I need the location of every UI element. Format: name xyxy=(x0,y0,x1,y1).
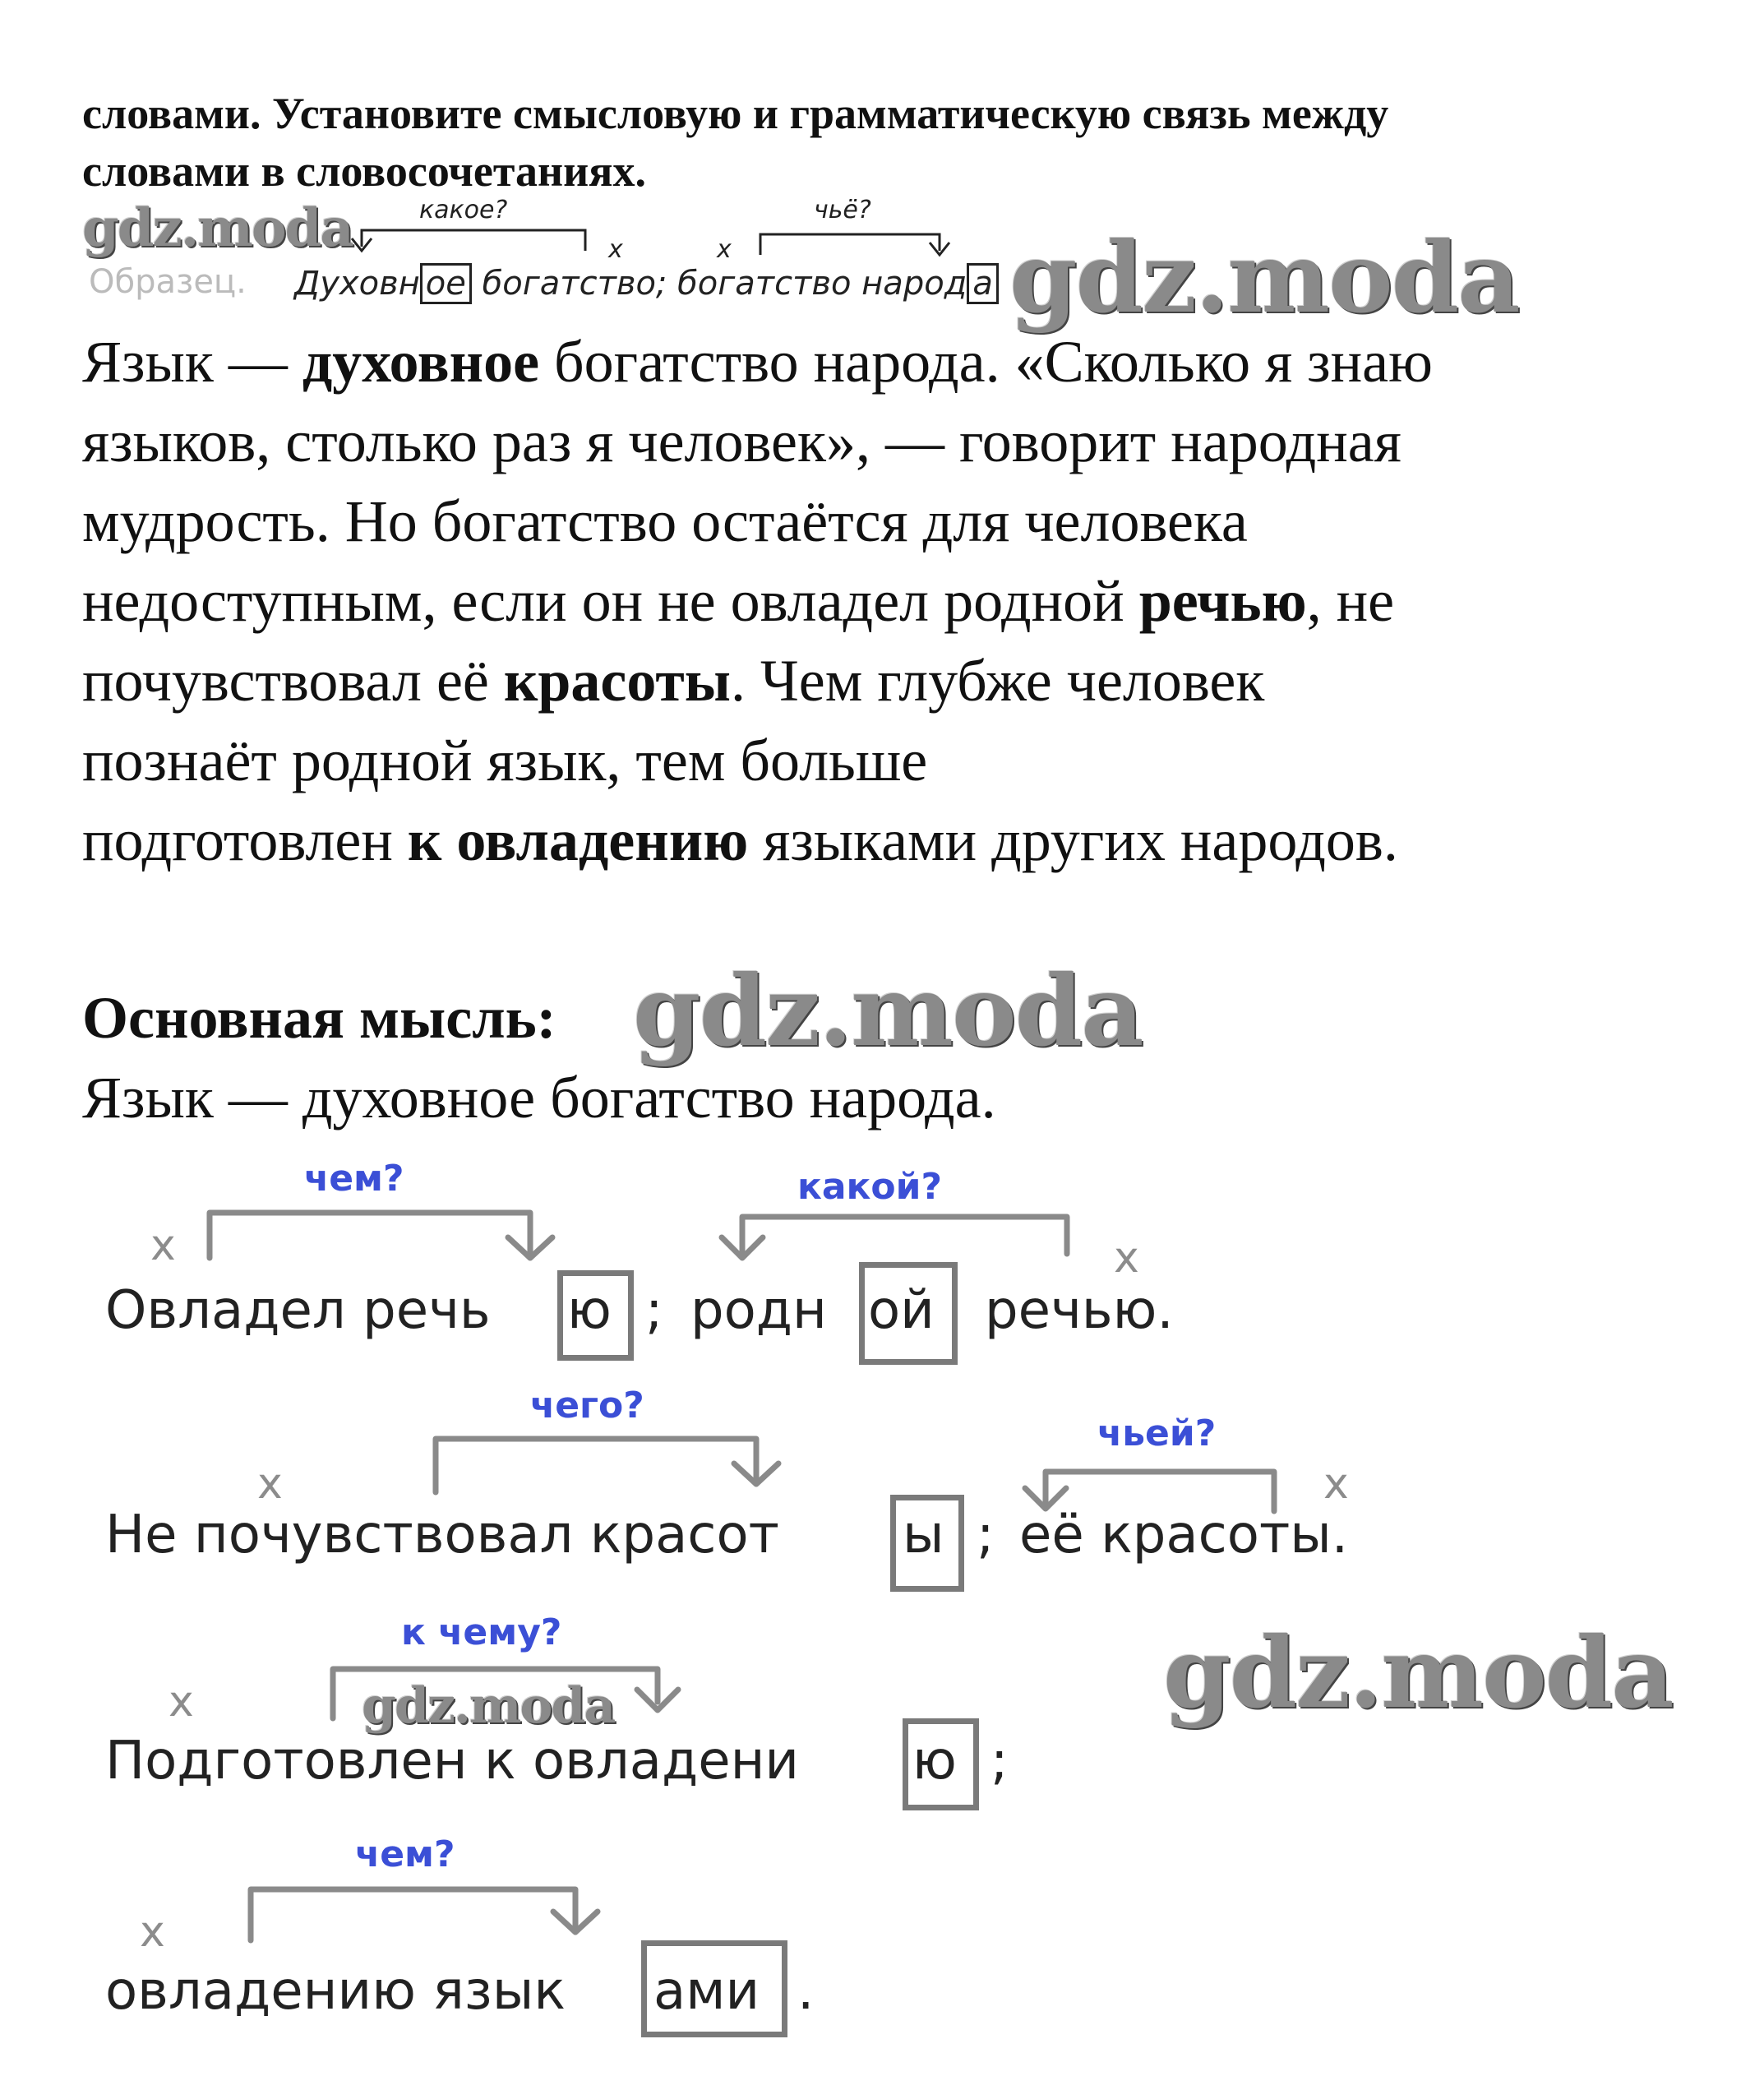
question-label: чьей? xyxy=(1097,1413,1217,1454)
analysis-row-2-phrase-1: Не почувствовал красот xyxy=(105,1505,779,1565)
analysis-row-1-phrase-1: Овладел речь xyxy=(105,1280,491,1341)
separator: ; xyxy=(991,1731,1009,1792)
ending-text: ой xyxy=(868,1280,935,1341)
question-label: какой? xyxy=(797,1166,942,1208)
paragraph-line-3: мудрость. Но богатство остаётся для человека xyxy=(82,488,1248,554)
example-ending-1: ое xyxy=(420,263,472,304)
question-label: чем? xyxy=(355,1833,455,1875)
text-run: недоступным, если он не овладел родной xyxy=(82,568,1139,634)
example-main-2: богатство xyxy=(677,265,852,303)
analysis-row-1-phrase-2-stem: родн xyxy=(690,1280,827,1341)
example-x-mark-1: x xyxy=(608,235,623,264)
separator: ; xyxy=(645,1280,663,1341)
watermark-large-1: gdz.moda xyxy=(1009,220,1519,335)
text-run: подготовлен xyxy=(82,807,408,873)
example-rest-1: богатство; xyxy=(482,265,667,303)
separator: ; xyxy=(977,1505,995,1565)
example-question-2: чьё? xyxy=(814,196,871,224)
text-run: языками других народов. xyxy=(748,807,1398,873)
question-label: чем? xyxy=(304,1158,404,1200)
x-mark: х xyxy=(140,1907,165,1957)
watermark-large-2: gdz.moda xyxy=(633,954,1143,1068)
ending-text: ы xyxy=(903,1505,944,1565)
example-stem-2: народ xyxy=(861,265,967,303)
example-label: Образец. xyxy=(89,263,247,301)
x-mark: х xyxy=(1323,1459,1349,1509)
main-idea-heading: Основная мысль: xyxy=(82,985,556,1051)
bold-word-krasoty: красоты xyxy=(503,648,731,714)
watermark-small-2: gdz.moda xyxy=(362,1677,615,1735)
text-run: , не xyxy=(1306,568,1395,634)
example-question-1: какое? xyxy=(419,196,508,224)
paragraph-line-2: языков, столько раз я человек», — говорит народная xyxy=(82,409,1402,474)
analysis-row-2-phrase-2: её красоты. xyxy=(1019,1505,1349,1565)
watermark-large-3: gdz.moda xyxy=(1163,1616,1673,1730)
x-mark: х xyxy=(257,1459,283,1509)
analysis-row-4-phrase: овладению язык xyxy=(105,1961,566,2022)
bold-word-dukhovnoe: духовное xyxy=(302,329,540,395)
watermark-small: gdz.moda xyxy=(82,197,353,259)
task-line-1: словами. Установите смысловую и грамматическую связь между xyxy=(82,89,1389,138)
text-run: богатство народа. «Сколько я знаю xyxy=(539,329,1433,395)
analysis-row-1-phrase-2-rest: речью. xyxy=(985,1280,1174,1341)
example-stem-1: Духовн xyxy=(294,265,420,303)
ending-text: ю xyxy=(912,1731,957,1792)
text-run: . Чем глубже человек xyxy=(730,648,1265,714)
separator: . xyxy=(797,1961,815,2022)
ending-text: ами xyxy=(653,1961,760,2022)
paragraph-line-6: познаёт родной язык, тем больше xyxy=(82,728,928,793)
example-ending-2: а xyxy=(967,263,999,304)
ending-text: ю xyxy=(567,1280,612,1341)
main-idea-text: Язык — духовное богатство народа. xyxy=(82,1065,996,1130)
bold-word-rechyu: речью xyxy=(1138,568,1307,634)
question-label: к чему? xyxy=(401,1611,562,1653)
analysis-row-3-phrase: Подготовлен к овладени xyxy=(105,1731,799,1792)
x-mark: х xyxy=(169,1677,194,1727)
example-x-mark-2: x xyxy=(717,235,732,264)
x-mark: х xyxy=(1114,1233,1139,1283)
x-mark: х xyxy=(150,1221,176,1270)
text-run: Язык — xyxy=(82,329,302,395)
text-run: почувствовал её xyxy=(82,648,504,714)
question-label: чего? xyxy=(530,1385,644,1426)
bold-word-k-ovladeniyu: к овладению xyxy=(407,807,749,873)
task-line-2: словами в словосочетаниях. xyxy=(82,146,646,196)
